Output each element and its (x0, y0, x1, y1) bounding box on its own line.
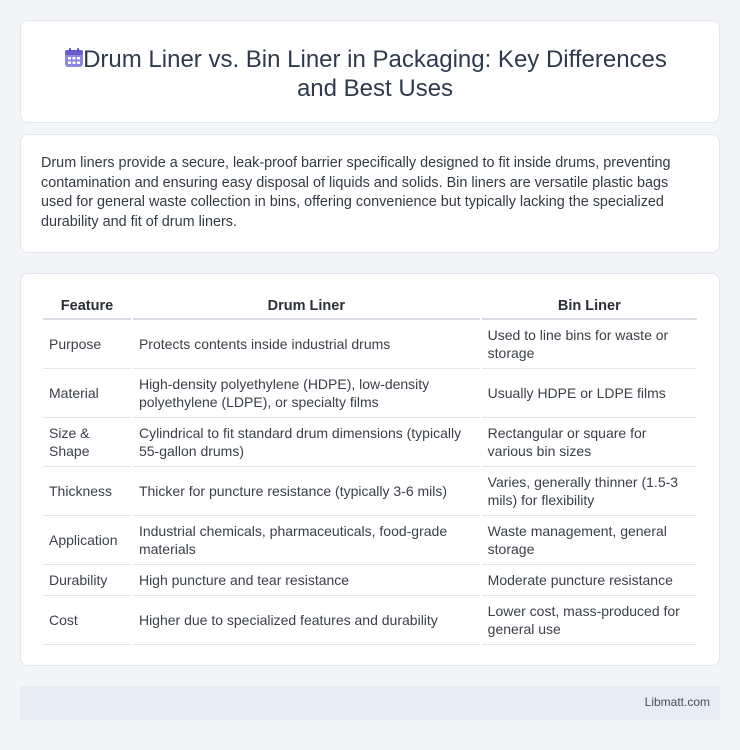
footer-bar (20, 686, 720, 720)
title-card (20, 20, 720, 123)
cell-drum-liner: Cylindrical to fit standard drum dimensions (typically 55-gallon drums) (133, 418, 480, 467)
table-row (43, 369, 697, 418)
cell-bin-liner: Usually HDPE or LDPE films (482, 369, 697, 418)
header-bin-liner: Bin Liner (482, 294, 697, 320)
cell-drum-liner: High puncture and tear resistance (133, 565, 480, 596)
table-row (43, 467, 697, 516)
table-row (43, 418, 697, 467)
cell-drum-liner: Thicker for puncture resistance (typically 3-6 mils) (133, 467, 480, 516)
cell-feature: Thickness (43, 467, 131, 516)
cell-bin-liner: Used to line bins for waste or storage (482, 320, 697, 369)
table-row (43, 320, 697, 369)
intro-paragraph: Drum liners provide a secure, leak-proof barrier specifically designed to fit inside drums, preventing contamination and ensuring easy disposal of liquids and solids. Bin liners are versatile plastic bags used for general waste collection in bins, offering convenience but typically lacking the specialized durability and fit of drum liners. (41, 155, 671, 230)
table-row (43, 516, 697, 565)
cell-bin-liner: Lower cost, mass-produced for general use (482, 596, 697, 645)
cell-feature: Durability (43, 565, 131, 596)
cell-drum-liner: Industrial chemicals, pharmaceuticals, food-grade materials (133, 516, 480, 565)
comparison-table-card (20, 273, 720, 666)
cell-drum-liner: Higher due to specialized features and durability (133, 596, 480, 645)
table-header-row (43, 294, 697, 320)
cell-bin-liner: Varies, generally thinner (1.5-3 mils) for flexibility (482, 467, 697, 516)
cell-feature: Purpose (43, 320, 131, 369)
intro-card (20, 134, 720, 253)
table-row (43, 596, 697, 645)
header-drum-liner: Drum Liner (133, 294, 480, 320)
cell-bin-liner: Waste management, general storage (482, 516, 697, 565)
cell-drum-liner: High-density polyethylene (HDPE), low-density polyethylene (LDPE), or specialty films (133, 369, 480, 418)
cell-feature: Cost (43, 596, 131, 645)
header-feature: Feature (43, 294, 131, 320)
comparison-table (41, 294, 699, 645)
table-row (43, 565, 697, 596)
cell-bin-liner: Rectangular or square for various bin sizes (482, 418, 697, 467)
page-title: Drum Liner vs. Bin Liner in Packaging: Key Differences and Best Uses (83, 46, 667, 102)
cell-feature: Application (43, 516, 131, 565)
cell-feature: Material (43, 369, 131, 418)
cell-drum-liner: Protects contents inside industrial drums (133, 320, 480, 369)
cell-feature: Size & Shape (43, 418, 131, 467)
footer-site-link[interactable]: Libmatt.com (644, 695, 710, 709)
cell-bin-liner: Moderate puncture resistance (482, 565, 697, 596)
